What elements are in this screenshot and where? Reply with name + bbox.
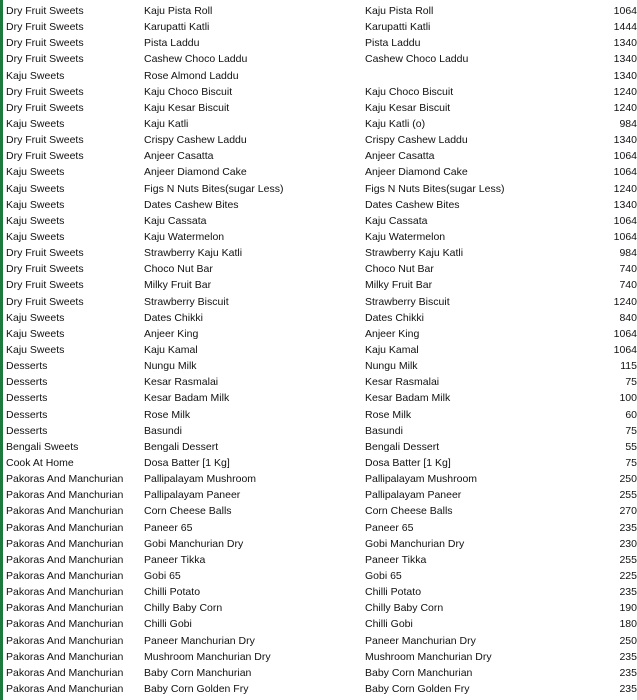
table-row — [6, 503, 637, 519]
table-row — [6, 68, 637, 84]
item-name-cell: Pallipalayam Mushroom — [144, 473, 257, 486]
item-name-cell: Kaju Katli — [144, 118, 189, 131]
item-alias-cell: Kaju Pista Roll — [365, 5, 434, 18]
item-name-cell: Kesar Rasmalai — [144, 376, 219, 389]
price-cell: 1340 — [613, 37, 637, 50]
table-row — [6, 423, 637, 439]
category-cell: Dry Fruit Sweets — [6, 101, 84, 114]
table-row — [6, 616, 637, 632]
price-cell: 1064 — [613, 5, 637, 18]
price-cell: 1064 — [613, 214, 637, 227]
table-row — [6, 100, 637, 116]
category-cell: Dry Fruit Sweets — [6, 279, 84, 292]
price-cell: 225 — [619, 569, 637, 582]
item-alias-cell: Kaju Choco Biscuit — [365, 85, 454, 98]
table-row — [6, 552, 637, 568]
table-row — [6, 245, 637, 261]
category-cell: Pakoras And Manchurian — [6, 537, 124, 550]
price-cell: 1340 — [613, 198, 637, 211]
item-alias-cell: Rose Milk — [365, 408, 412, 421]
table-row — [6, 3, 637, 19]
category-cell: Pakoras And Manchurian — [6, 553, 124, 566]
category-cell: Cook At Home — [6, 457, 74, 469]
item-name-cell: Pallipalayam Paneer — [144, 489, 241, 502]
price-cell: 1340 — [613, 134, 637, 147]
category-cell: Pakoras And Manchurian — [6, 602, 124, 615]
category-cell: Dry Fruit Sweets — [6, 263, 84, 276]
price-cell: 1064 — [613, 150, 637, 163]
table-row — [6, 181, 637, 197]
item-alias-cell: Gobi Manchurian Dry — [365, 537, 465, 550]
category-cell: Pakoras And Manchurian — [6, 489, 124, 502]
table-row — [6, 439, 637, 455]
table-row — [6, 520, 637, 536]
item-alias-cell: Basundi — [365, 424, 403, 437]
table-row — [6, 229, 637, 245]
category-cell: Kaju Sweets — [6, 214, 65, 227]
item-name-cell: Karupatti Katli — [144, 21, 210, 34]
category-cell: Pakoras And Manchurian — [6, 586, 124, 599]
price-cell: 180 — [619, 618, 637, 631]
item-name-cell: Paneer 65 — [144, 521, 193, 534]
price-cell: 1240 — [613, 101, 637, 114]
table-row — [6, 132, 637, 148]
left-edge-bar — [0, 0, 3, 700]
price-cell: 235 — [619, 650, 637, 663]
item-alias-cell: Pista Laddu — [365, 37, 421, 50]
item-name-cell: Kaju Watermelon — [144, 231, 225, 244]
table-row — [6, 294, 637, 310]
category-cell: Kaju Sweets — [6, 69, 65, 82]
item-alias-cell: Chilli Gobi — [365, 618, 413, 631]
category-cell: Pakoras And Manchurian — [6, 634, 124, 647]
category-cell: Desserts — [6, 360, 48, 373]
price-cell: 1240 — [613, 182, 637, 195]
price-cell: 1240 — [613, 295, 637, 308]
price-cell: 190 — [619, 602, 637, 615]
item-alias-cell: Dates Cashew Bites — [365, 198, 460, 211]
item-name-cell: Dates Chikki — [144, 311, 203, 324]
category-cell: Pakoras And Manchurian — [6, 505, 124, 518]
item-alias-cell: Mushroom Manchurian Dry — [365, 650, 492, 663]
table-row — [6, 649, 637, 665]
item-alias-cell: Crispy Cashew Laddu — [365, 134, 468, 147]
price-cell: 75 — [625, 424, 637, 437]
item-alias-cell: Pallipalayam Paneer — [365, 489, 462, 502]
price-cell: 55 — [625, 440, 637, 453]
category-cell: Dry Fruit Sweets — [6, 150, 84, 163]
item-name-cell: Rose Almond Laddu — [144, 69, 239, 82]
category-cell: Dry Fruit Sweets — [6, 247, 84, 260]
item-alias-cell: Baby Corn Manchurian — [365, 666, 473, 679]
price-cell: 1064 — [613, 344, 637, 357]
price-cell: 1064 — [613, 231, 637, 244]
category-cell: Kaju Sweets — [6, 118, 65, 131]
item-alias-cell: Chilly Baby Corn — [365, 602, 444, 615]
item-alias-cell: Dates Chikki — [365, 311, 424, 324]
item-name-cell: Kaju Choco Biscuit — [144, 85, 233, 98]
item-alias-cell: Kesar Rasmalai — [365, 376, 440, 389]
category-cell: Dry Fruit Sweets — [6, 37, 84, 50]
category-cell: Kaju Sweets — [6, 182, 65, 195]
category-cell: Pakoras And Manchurian — [6, 666, 124, 679]
item-name-cell: Rose Milk — [144, 408, 191, 421]
category-cell: Dry Fruit Sweets — [6, 85, 84, 98]
table-body — [6, 3, 637, 697]
table-row — [6, 261, 637, 277]
item-alias-cell: Milky Fruit Bar — [365, 279, 433, 292]
item-name-cell: Chilli Potato — [144, 586, 201, 599]
table-row — [6, 84, 637, 100]
price-cell: 100 — [619, 392, 637, 405]
category-cell: Pakoras And Manchurian — [6, 521, 124, 534]
table-row — [6, 665, 637, 681]
table-row — [6, 632, 637, 648]
item-name-cell: Anjeer Casatta — [144, 150, 214, 163]
table-row — [6, 487, 637, 503]
price-cell: 235 — [619, 682, 637, 695]
item-name-cell: Cashew Choco Laddu — [144, 53, 248, 66]
table-row — [6, 455, 637, 471]
table-row — [6, 116, 637, 132]
price-cell: 230 — [619, 537, 637, 550]
table-row — [6, 310, 637, 326]
table-row — [6, 148, 637, 164]
item-name-cell: Pista Laddu — [144, 37, 200, 50]
category-cell: Kaju Sweets — [6, 311, 65, 324]
item-alias-cell: Anjeer Diamond Cake — [365, 166, 468, 179]
item-alias-cell: Pallipalayam Mushroom — [365, 473, 478, 486]
item-name-cell: Kaju Cassata — [144, 214, 207, 227]
item-alias-cell — [365, 68, 597, 84]
item-alias-cell: Paneer 65 — [365, 521, 414, 534]
item-alias-cell: Karupatti Katli — [365, 21, 431, 34]
item-name-cell: Anjeer King — [144, 327, 199, 340]
table-row — [6, 326, 637, 342]
item-name-cell: Kaju Pista Roll — [144, 5, 213, 18]
table-row — [6, 358, 637, 374]
table-row — [6, 277, 637, 293]
item-name-cell: Strawberry Kaju Katli — [144, 247, 243, 260]
item-name-cell: Gobi Manchurian Dry — [144, 537, 244, 550]
item-alias-cell: Gobi 65 — [365, 569, 402, 582]
price-cell: 235 — [619, 521, 637, 534]
item-name-cell: Kaju Kesar Biscuit — [144, 101, 230, 114]
table-row — [6, 584, 637, 600]
price-cell: 984 — [619, 247, 637, 260]
item-alias-cell: Kaju Kamal — [365, 344, 419, 357]
table-row — [6, 374, 637, 390]
price-cell: 740 — [619, 279, 637, 292]
category-cell: Dry Fruit Sweets — [6, 5, 84, 18]
category-cell: Kaju Sweets — [6, 327, 65, 340]
item-name-cell: Chilli Gobi — [144, 618, 192, 631]
category-cell: Dry Fruit Sweets — [6, 134, 84, 147]
item-alias-cell: Strawberry Kaju Katli — [365, 247, 464, 260]
price-cell: 255 — [619, 489, 637, 502]
price-cell: 250 — [619, 473, 637, 486]
price-cell: 1340 — [613, 53, 637, 66]
table-row — [6, 471, 637, 487]
item-alias-cell: Chilli Potato — [365, 586, 422, 599]
item-alias-cell: Anjeer Casatta — [365, 150, 435, 163]
table-row — [6, 536, 637, 552]
item-name-cell: Paneer Manchurian Dry — [144, 634, 255, 647]
item-name-cell: Mushroom Manchurian Dry — [144, 650, 271, 663]
item-name-cell: Dates Cashew Bites — [144, 198, 239, 211]
price-cell: 235 — [619, 586, 637, 599]
table-row — [6, 390, 637, 406]
table-row — [6, 19, 637, 35]
item-name-cell: Anjeer Diamond Cake — [144, 166, 247, 179]
price-cell: 984 — [619, 118, 637, 131]
price-cell: 255 — [619, 553, 637, 566]
price-cell: 840 — [619, 311, 637, 324]
item-name-cell: Strawberry Biscuit — [144, 295, 229, 308]
table-row — [6, 164, 637, 180]
category-cell: Kaju Sweets — [6, 198, 65, 211]
table-row — [6, 197, 637, 213]
price-cell: 75 — [625, 457, 637, 469]
item-name-cell: Bengali Dessert — [144, 440, 219, 453]
item-alias-cell: Anjeer King — [365, 327, 420, 340]
item-alias-cell: Baby Corn Golden Fry — [365, 682, 470, 695]
item-name-cell: Paneer Tikka — [144, 553, 206, 566]
category-cell: Pakoras And Manchurian — [6, 569, 124, 582]
item-alias-cell: Kaju Katli (o) — [365, 118, 426, 131]
category-cell: Bengali Sweets — [6, 440, 79, 453]
item-name-cell: Crispy Cashew Laddu — [144, 134, 247, 147]
table-row — [6, 213, 637, 229]
item-alias-cell: Kesar Badam Milk — [365, 392, 451, 405]
item-alias-cell: Cashew Choco Laddu — [365, 53, 469, 66]
item-alias-cell: Choco Nut Bar — [365, 263, 434, 276]
item-alias-cell: Corn Cheese Balls — [365, 505, 453, 518]
category-cell: Kaju Sweets — [6, 344, 65, 357]
price-cell: 1064 — [613, 327, 637, 340]
item-alias-cell: Dosa Batter [1 Kg] — [365, 457, 451, 469]
item-alias-cell: Bengali Dessert — [365, 440, 440, 453]
item-alias-cell: Kaju Cassata — [365, 214, 428, 227]
item-alias-cell: Kaju Kesar Biscuit — [365, 101, 451, 114]
item-name-cell: Basundi — [144, 424, 182, 437]
price-cell: 740 — [619, 263, 637, 276]
item-alias-cell: Paneer Manchurian Dry — [365, 634, 476, 647]
price-cell: 60 — [625, 408, 637, 421]
category-cell: Desserts — [6, 376, 48, 389]
category-cell: Kaju Sweets — [6, 231, 65, 244]
item-name-cell: Baby Corn Manchurian — [144, 666, 252, 679]
item-alias-cell: Strawberry Biscuit — [365, 295, 450, 308]
category-cell: Kaju Sweets — [6, 166, 65, 179]
category-cell: Pakoras And Manchurian — [6, 473, 124, 486]
item-alias-cell: Paneer Tikka — [365, 553, 427, 566]
category-cell: Dry Fruit Sweets — [6, 295, 84, 308]
category-cell: Dry Fruit Sweets — [6, 53, 84, 66]
item-name-cell: Nungu Milk — [144, 360, 197, 373]
price-cell: 1340 — [613, 69, 637, 82]
category-cell: Pakoras And Manchurian — [6, 618, 124, 631]
item-alias-cell: Nungu Milk — [365, 360, 418, 373]
price-cell: 115 — [620, 360, 637, 373]
item-name-cell: Gobi 65 — [144, 569, 181, 582]
item-name-cell: Chilly Baby Corn — [144, 602, 223, 615]
category-cell: Pakoras And Manchurian — [6, 682, 124, 695]
table-row — [6, 407, 637, 423]
price-cell: 250 — [619, 634, 637, 647]
table-row — [6, 600, 637, 616]
item-name-cell: Baby Corn Golden Fry — [144, 682, 249, 695]
table-row — [6, 681, 637, 697]
category-cell: Desserts — [6, 408, 48, 421]
table-row — [6, 342, 637, 358]
price-cell: 235 — [619, 666, 637, 679]
price-cell: 1240 — [613, 85, 637, 98]
item-alias-cell: Kaju Watermelon — [365, 231, 446, 244]
item-name-cell: Kesar Badam Milk — [144, 392, 230, 405]
table-row — [6, 568, 637, 584]
item-name-cell: Corn Cheese Balls — [144, 505, 232, 518]
table-row — [6, 51, 637, 67]
category-cell: Desserts — [6, 424, 48, 437]
table-row — [6, 35, 637, 51]
price-cell: 270 — [619, 505, 637, 518]
menu-price-table — [6, 3, 637, 697]
category-cell: Pakoras And Manchurian — [6, 650, 124, 663]
item-name-cell: Milky Fruit Bar — [144, 279, 212, 292]
item-alias-cell: Figs N Nuts Bites(sugar Less) — [365, 182, 505, 195]
item-name-cell: Choco Nut Bar — [144, 263, 213, 276]
category-cell: Dry Fruit Sweets — [6, 21, 84, 34]
item-name-cell: Dosa Batter [1 Kg] — [144, 457, 230, 469]
price-cell: 1064 — [613, 166, 637, 179]
price-cell: 1444 — [613, 21, 637, 34]
item-name-cell: Kaju Kamal — [144, 344, 198, 357]
price-cell: 75 — [625, 376, 637, 389]
item-name-cell: Figs N Nuts Bites(sugar Less) — [144, 182, 284, 195]
category-cell: Desserts — [6, 392, 48, 405]
